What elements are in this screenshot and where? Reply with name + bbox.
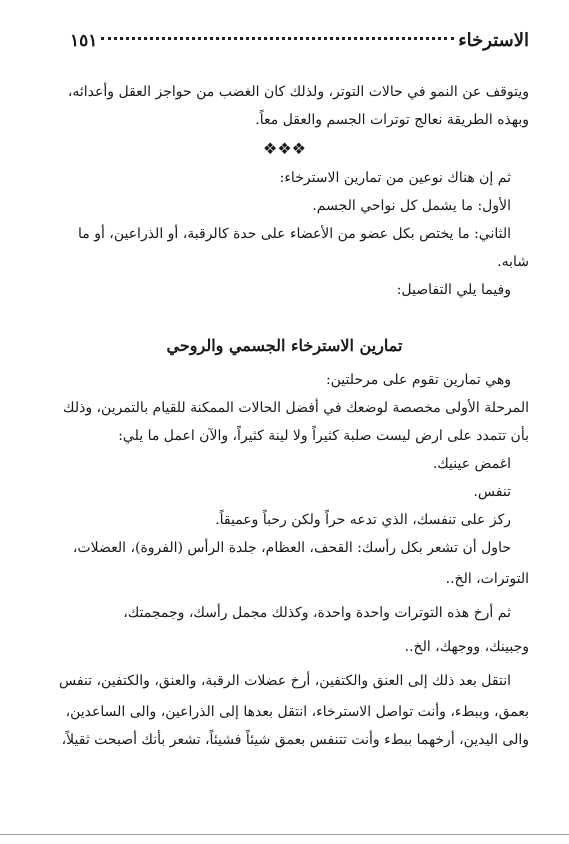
paragraph-line: انتقل بعد ذلك إلى العنق والكتفين، أرخ عضلات الرقبة، والعنق، والكتفين، تنفس (59, 673, 511, 689)
paragraph-line: الثاني: ما يختص بكل عضو من الأعضاء على حدة كالرقبة، أو الذراعين، أو ما (77, 226, 511, 242)
running-header (70, 30, 529, 56)
paragraph-line: الأول: ما يشمل كل نواحي الجسم. (312, 198, 511, 214)
page-body (40, 78, 529, 754)
paragraph-line: ركز على تنفسك، الذي تدعه حراً ولكن رحباً وعميقاً. (215, 512, 511, 528)
page-bottom-edge (0, 834, 569, 835)
paragraph-line: المرحلة الأولى مخصصة لوضعك في أفضل الحالات الممكنة للقيام بالتمرين، وذلك (63, 400, 529, 416)
paragraph-line: وهي تمارين تقوم على مرحلتين: (325, 372, 511, 388)
paragraph-line: والى اليدين، أرخهما ببطء وأنت تتنفس بعمق شيئاً فشيئاً، تشعر بأنك أصبحت ثقيلاً، (61, 732, 529, 748)
paragraph-line: تنفس. (473, 484, 511, 500)
paragraph-line: بعمق، وببطء، وأنت تواصل الاسترخاء، انتقل بعدها إلى الذراعين، والى الساعدين، (65, 704, 529, 720)
paragraph-line: اغمض عينيك. (432, 456, 511, 472)
paragraph-line: وجبينك، ووجهك، الخ.. (404, 639, 529, 655)
paragraph-line: شابه. (497, 254, 529, 270)
paragraph-line: التوترات، الخ.. (445, 571, 529, 587)
paragraph-line: ويتوقف عن النمو في حالات التوتر، ولذلك كان الغضب من حواجز العقل وأعدائه، (67, 84, 529, 100)
paragraph-line: حاول أن تشعر بكل رأسك: القحف، العظام، جلدة الرأس (الفروة)، العضلات، (72, 540, 511, 556)
paragraph-line: وبهذه الطريقة نعالج توترات الجسم والعقل معاً. (255, 112, 529, 128)
paragraph-line: ثم إن هناك نوعين من تمارين الاسترخاء: (279, 170, 511, 186)
page-number: ١٥١ (70, 31, 98, 51)
section-separator: ❖❖❖ (262, 139, 307, 158)
section-heading: تمارين الاسترخاء الجسمي والروحي (166, 336, 403, 355)
header-dot-leader (101, 37, 454, 40)
paragraph-line: بأن تتمدد على ارض ليست صلبة كثيراً ولا لينة كثيراً، والآن اعمل ما يلي: (118, 428, 529, 444)
paragraph-line: وفيما يلي التفاصيل: (396, 282, 511, 298)
chapter-title: الاسترخاء (458, 30, 529, 51)
paragraph-line: ثم أرخ هذه التوترات واحدة واحدة، وكذلك مجمل رأسك، وجمجمتك، (123, 605, 511, 621)
